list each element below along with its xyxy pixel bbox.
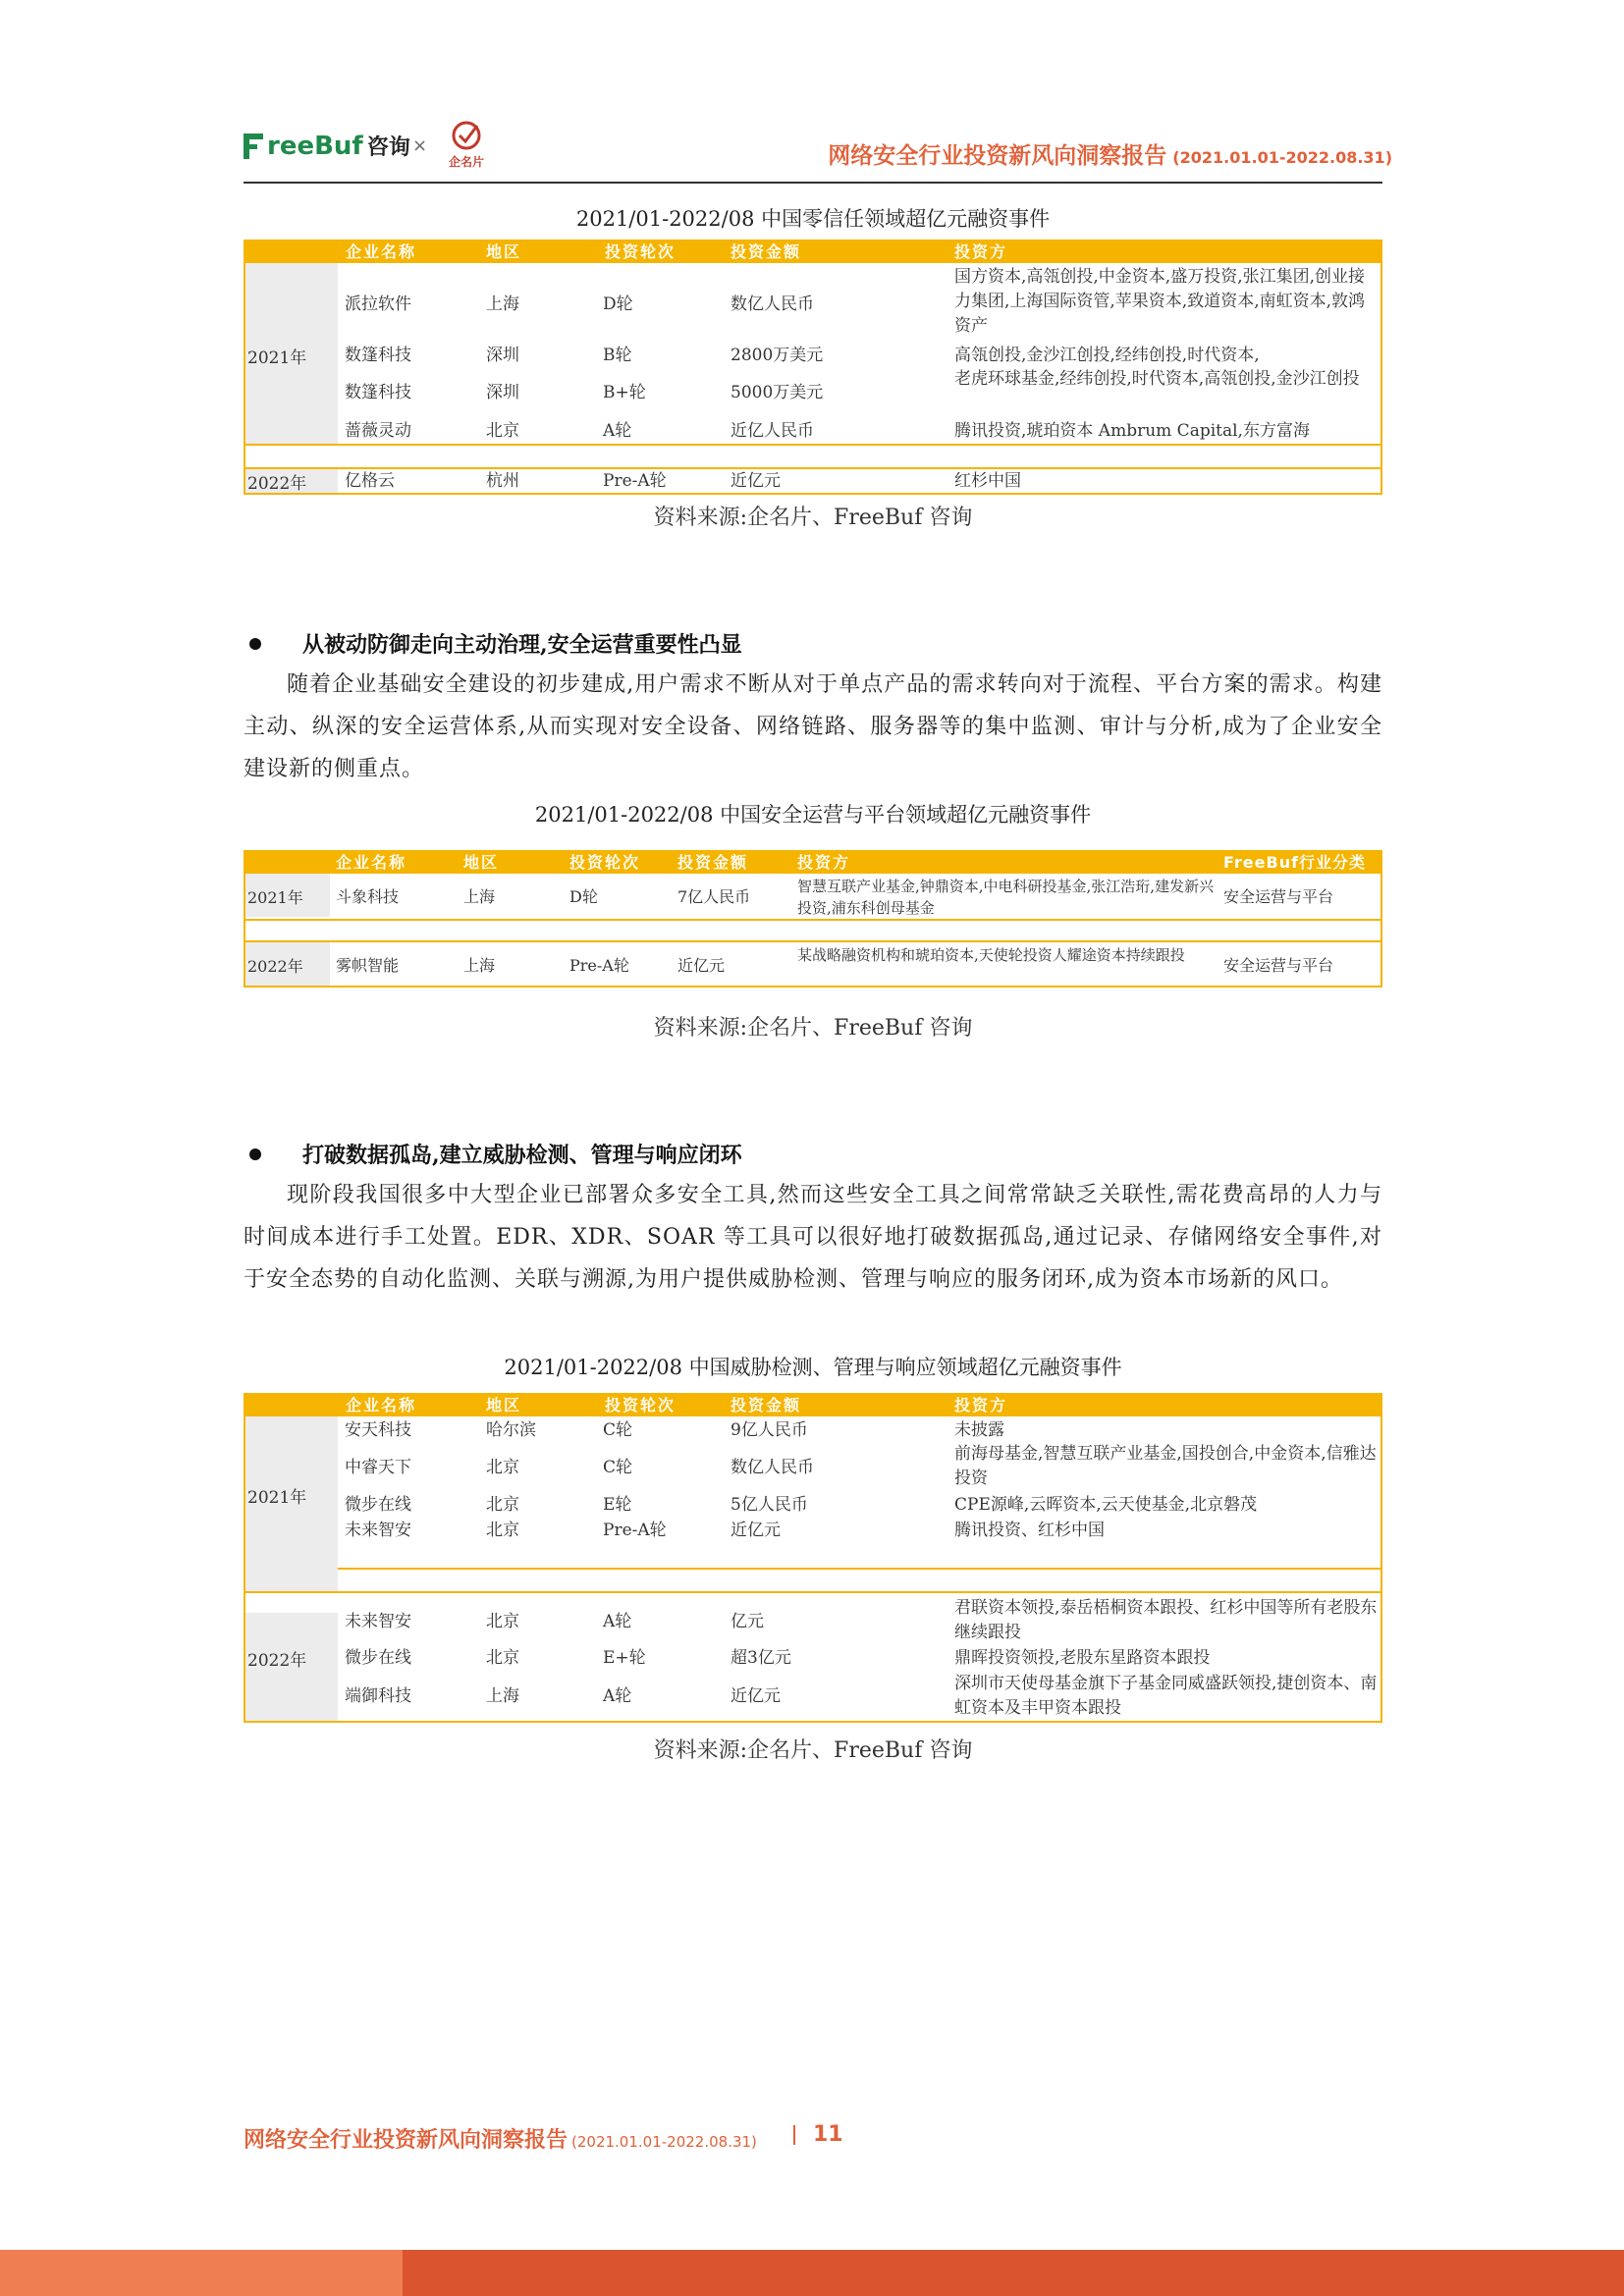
header-investors: 投资方 bbox=[954, 1396, 1008, 1415]
cell-round: C轮 bbox=[603, 1420, 633, 1440]
cell-investors: 老虎环球基金,经纬创投,时代资本,高瓴创投,金沙江创投 bbox=[954, 369, 1360, 389]
cell-amount: 近亿人民币 bbox=[731, 421, 814, 441]
cell-company: 数篷科技 bbox=[345, 346, 411, 365]
cell-category: 安全运营与平台 bbox=[1223, 887, 1334, 906]
footer-title-text: 网络安全行业投资新风向洞察报告 bbox=[244, 2128, 568, 2153]
cell-investors: 红杉中国 bbox=[954, 471, 1021, 491]
section1-paragraph bbox=[244, 664, 1382, 790]
cell-round: Pre-A轮 bbox=[569, 956, 629, 975]
cell-investors: 鼎晖投资领投,老股东星路资本跟投 bbox=[954, 1648, 1211, 1668]
cell-round: Pre-A轮 bbox=[603, 471, 667, 491]
cell-round: E轮 bbox=[603, 1495, 632, 1515]
cell-company: 雾帜智能 bbox=[336, 956, 400, 975]
page-number bbox=[793, 2122, 843, 2147]
cell-investors: 君联资本领投,泰岳梧桐资本跟投、红杉中国等所有老股东继续跟投 bbox=[954, 1598, 1378, 1642]
cell-company: 微步在线 bbox=[345, 1495, 411, 1515]
header-company: 企业名称 bbox=[336, 853, 407, 872]
cell-round: A轮 bbox=[603, 1612, 632, 1631]
table-header-row bbox=[245, 852, 1380, 874]
section1-heading bbox=[244, 628, 1382, 659]
cell-region: 深圳 bbox=[486, 346, 519, 365]
qimingpian-check-icon bbox=[449, 118, 484, 153]
table3-caption: 2021/01-2022/08 中国威胁检测、管理与响应领域超亿元融资事件 bbox=[504, 1356, 1122, 1379]
qimingpian-logo bbox=[442, 118, 491, 173]
cell-round: D轮 bbox=[603, 294, 633, 314]
cell-region: 杭州 bbox=[486, 471, 519, 491]
table-row-divider bbox=[245, 940, 1380, 942]
section1-heading-text: 从被动防御走向主动治理,安全运营重要性凸显 bbox=[302, 632, 742, 658]
logo-separator: × bbox=[412, 135, 428, 156]
cell-amount: 9亿人民币 bbox=[731, 1420, 808, 1440]
cell-company: 亿格云 bbox=[345, 471, 395, 491]
cell-amount: 近亿元 bbox=[731, 1521, 781, 1540]
header-divider bbox=[244, 182, 1382, 184]
table-row-divider bbox=[245, 1591, 1380, 1593]
report-header-title bbox=[828, 137, 1392, 170]
header-company: 企业名称 bbox=[346, 1396, 417, 1415]
cell-investors: 某战略融资机构和琥珀资本,天使轮投资人耀途资本持续跟投 bbox=[797, 946, 1185, 964]
cell-investors: 国方资本,高瓴创投,中金资本,盛万投资,张江集团,创业接力集团,上海国际资管,苹果资本,致道资本,南虹资本,敦鸿资产 bbox=[954, 267, 1366, 336]
year-label-2021: 2021年 bbox=[247, 348, 307, 368]
cell-region: 哈尔滨 bbox=[486, 1420, 536, 1440]
year-label-2022: 2022年 bbox=[247, 957, 303, 976]
cell-company: 派拉软件 bbox=[345, 294, 411, 314]
qimingpian-logo-text: 企名片 bbox=[448, 155, 484, 169]
footer-title bbox=[244, 2123, 757, 2154]
cell-amount: 5000万美元 bbox=[731, 383, 824, 402]
table2-caption: 2021/01-2022/08 中国安全运营与平台领域超亿元融资事件 bbox=[534, 803, 1092, 827]
header-amount: 投资金额 bbox=[731, 1396, 802, 1415]
cell-round: B轮 bbox=[603, 346, 632, 365]
table2-source: 资料来源:企名片、FreeBuf 咨询 bbox=[653, 1016, 973, 1041]
table3-source: 资料来源:企名片、FreeBuf 咨询 bbox=[653, 1738, 973, 1763]
cell-investors: 前海母基金,智慧互联产业基金,国投创合,中金资本,信雅达投资 bbox=[954, 1444, 1377, 1488]
cell-investors: 腾讯投资、红杉中国 bbox=[954, 1521, 1105, 1540]
cell-region: 北京 bbox=[486, 1521, 519, 1540]
year-label-2022: 2022年 bbox=[247, 474, 307, 494]
cell-investors: CPE源峰,云晖资本,云天使基金,北京磐茂 bbox=[954, 1495, 1258, 1515]
cell-region: 上海 bbox=[463, 887, 496, 906]
cell-company: 斗象科技 bbox=[336, 887, 400, 906]
cell-region: 北京 bbox=[486, 1495, 519, 1515]
zero-trust-table bbox=[244, 240, 1382, 495]
cell-round: Pre-A轮 bbox=[603, 1521, 667, 1540]
header-round: 投资轮次 bbox=[605, 1396, 677, 1415]
table-header-row bbox=[245, 1395, 1380, 1416]
cell-amount: 近亿元 bbox=[731, 1686, 781, 1706]
table-row-divider bbox=[245, 919, 1380, 921]
freebuf-logo-text: reeBuf bbox=[267, 131, 363, 161]
table-row-divider bbox=[245, 467, 1380, 469]
cell-amount: 近亿元 bbox=[677, 956, 726, 975]
cell-category: 安全运营与平台 bbox=[1223, 956, 1334, 975]
table1-source: 资料来源:企名片、FreeBuf 咨询 bbox=[653, 506, 973, 530]
table-row-divider bbox=[245, 444, 1380, 446]
threat-detection-table bbox=[244, 1393, 1382, 1723]
section2-heading bbox=[244, 1139, 1382, 1169]
cell-region: 上海 bbox=[486, 1686, 519, 1706]
year-label-2021: 2021年 bbox=[247, 888, 303, 907]
cell-company: 中睿天下 bbox=[345, 1458, 411, 1477]
cell-amount: 亿元 bbox=[731, 1612, 764, 1631]
cell-round: B+轮 bbox=[603, 383, 646, 402]
header-region: 地区 bbox=[486, 242, 522, 261]
header-investors: 投资方 bbox=[954, 242, 1008, 261]
security-ops-table bbox=[244, 850, 1382, 988]
section2-paragraph-text: 现阶段我国很多中大型企业已部署众多安全工具,然而这些安全工具之间常常缺乏关联性,需花费高昂的人力与时间成本进行手工处置。EDR、XDR、SOAR 等工具可以很好地打破数据孤岛,通过记录、存储网络安全事件,对于安全态势的自动化监测、关联与溯源,为用户提供威胁检测、管理与响应的服务闭环,成为资本市场新的风口。 bbox=[244, 1183, 1382, 1292]
cell-region: 北京 bbox=[486, 1648, 519, 1668]
header-region: 地区 bbox=[486, 1396, 522, 1415]
cell-region: 上海 bbox=[486, 294, 519, 314]
header-region: 地区 bbox=[463, 853, 500, 872]
bullet-icon bbox=[249, 1148, 261, 1160]
cell-company: 未来智安 bbox=[345, 1612, 411, 1631]
cell-region: 上海 bbox=[463, 956, 496, 975]
section2-heading-text: 打破数据孤岛,建立威胁检测、管理与响应闭环 bbox=[302, 1143, 742, 1168]
cell-amount: 超3亿元 bbox=[731, 1648, 791, 1668]
freebuf-logo-cn: 咨询 bbox=[366, 135, 410, 160]
cell-investors: 智慧互联产业基金,钟鼎资本,中电科研投基金,张江浩珩,建发新兴投资,浦东科创母基金 bbox=[797, 878, 1215, 917]
cell-company: 数篷科技 bbox=[345, 383, 411, 402]
cell-amount: 近亿元 bbox=[731, 471, 781, 491]
cell-amount: 7亿人民币 bbox=[677, 887, 751, 906]
footer-band-light bbox=[0, 2250, 403, 2296]
cell-round: D轮 bbox=[569, 887, 598, 906]
cell-investors: 高瓴创投,金沙江创投,经纬创投,时代资本, bbox=[954, 346, 1260, 365]
bullet-icon bbox=[249, 638, 261, 650]
footer-band-dark bbox=[403, 2250, 1624, 2296]
footer-title-date: (2021.01.01-2022.08.31) bbox=[571, 2133, 757, 2151]
section1-paragraph-text: 随着企业基础安全建设的初步建成,用户需求不断从对于单点产品的需求转向对于流程、平台方案的需求。构建主动、纵深的安全运营体系,从而实现对安全设备、网络链路、服务器等的集中监测、审计与分析,成为了企业安全建设新的侧重点。 bbox=[244, 672, 1382, 781]
cell-investors: 腾讯投资,琥珀资本 Ambrum Capital,东方富海 bbox=[954, 421, 1310, 441]
cell-region: 北京 bbox=[486, 421, 519, 441]
page-number-text: 11 bbox=[813, 2122, 843, 2147]
cell-round: A轮 bbox=[603, 1686, 632, 1706]
cell-amount: 数亿人民币 bbox=[731, 294, 814, 314]
cell-amount: 数亿人民币 bbox=[731, 1458, 814, 1477]
cell-company: 安天科技 bbox=[345, 1420, 411, 1440]
year-label-2021: 2021年 bbox=[247, 1488, 307, 1508]
cell-region: 北京 bbox=[486, 1458, 519, 1477]
cell-investors: 深圳市天使母基金旗下子基金同威盛跃领投,捷创资本、南虹资本及丰甲资本跟投 bbox=[954, 1674, 1378, 1718]
header-category: FreeBuf行业分类 bbox=[1223, 853, 1367, 872]
page-number-divider bbox=[793, 2125, 795, 2145]
cell-amount: 5亿人民币 bbox=[731, 1495, 808, 1515]
cell-amount: 2800万美元 bbox=[731, 346, 824, 365]
header-company: 企业名称 bbox=[346, 242, 417, 261]
header-amount: 投资金额 bbox=[731, 242, 802, 261]
header-round: 投资轮次 bbox=[569, 853, 641, 872]
cell-company: 微步在线 bbox=[345, 1648, 411, 1668]
cell-round: C轮 bbox=[603, 1458, 633, 1477]
table-row-divider bbox=[338, 1568, 1380, 1570]
header-investors: 投资方 bbox=[797, 853, 851, 872]
section2-paragraph bbox=[244, 1174, 1382, 1301]
freebuf-logo bbox=[244, 131, 410, 161]
header-amount: 投资金额 bbox=[677, 853, 749, 872]
cell-company: 未来智安 bbox=[345, 1521, 411, 1540]
header-round: 投资轮次 bbox=[605, 242, 677, 261]
report-title-text: 网络安全行业投资新风向洞察报告 bbox=[828, 143, 1167, 169]
cell-investors: 未披露 bbox=[954, 1420, 1004, 1440]
report-title-date: (2021.01.01-2022.08.31) bbox=[1172, 148, 1392, 167]
cell-company: 端御科技 bbox=[345, 1686, 411, 1706]
freebuf-f-icon bbox=[244, 133, 265, 159]
cell-round: A轮 bbox=[603, 421, 632, 441]
cell-round: E+轮 bbox=[603, 1648, 646, 1668]
cell-region: 深圳 bbox=[486, 383, 519, 402]
cell-region: 北京 bbox=[486, 1612, 519, 1631]
table-header-row bbox=[245, 241, 1380, 263]
cell-company: 蔷薇灵动 bbox=[345, 421, 411, 441]
year-label-2022: 2022年 bbox=[247, 1651, 307, 1671]
table1-caption: 2021/01-2022/08 中国零信任领域超亿元融资事件 bbox=[575, 207, 1051, 231]
